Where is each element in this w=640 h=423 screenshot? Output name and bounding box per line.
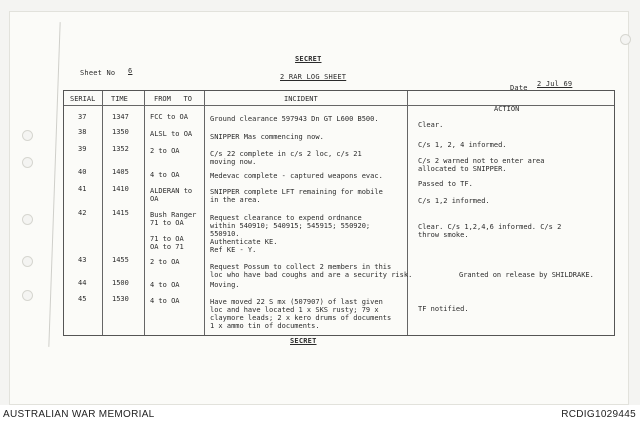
row-time: 1352 <box>112 145 129 153</box>
row-serial: 44 <box>78 279 87 287</box>
row-serial: 43 <box>78 256 87 264</box>
date-label: Date <box>510 84 528 92</box>
row-serial: 39 <box>78 145 87 153</box>
row-time: 1347 <box>112 113 129 121</box>
row-time: 1405 <box>112 168 129 176</box>
row-time: 1500 <box>112 279 129 287</box>
row-from-to: FCC to OA <box>150 113 188 121</box>
row-serial: 41 <box>78 185 87 193</box>
row-incident: Request Possum to collect 2 members in this loc who have bad coughs and are a security risk. <box>210 263 413 279</box>
row-from-to: ALSL to OA <box>150 130 193 138</box>
secret-marking-bottom: SECRET <box>290 337 317 345</box>
punch-hole <box>22 157 33 168</box>
sheet-no-value: 6 <box>128 67 133 75</box>
row-from-to: ALDERAN to OA <box>150 187 193 203</box>
punch-hole <box>22 130 33 141</box>
row-action: C/s 1, 2, 4 informed. <box>418 141 507 149</box>
row-from-to: 2 to OA <box>150 258 180 266</box>
row-incident: Have moved 22 S mx (507907) of last given loc and have located 1 x SKS rusty; 79 x claymore leads; 2 x kero drums of documents 1 x ammo tin of documents. <box>210 298 392 330</box>
col-serial: SERIAL <box>70 95 96 103</box>
row-action: Clear. <box>418 121 444 129</box>
row-time: 1455 <box>112 256 129 264</box>
row-time: 1410 <box>112 185 129 193</box>
col-action: ACTION <box>494 105 520 113</box>
punch-hole <box>22 290 33 301</box>
row-incident: Request clearance to expend ordnance within 540910; 540915; 545915; 550920; 550910. Authenticate KE. Ref KE - Y. <box>210 214 371 254</box>
row-from-to: 4 to OA <box>150 171 180 179</box>
archive-name: AUSTRALIAN WAR MEMORIAL <box>3 409 155 420</box>
punch-hole <box>22 256 33 267</box>
row-time: 1415 <box>112 209 129 217</box>
row-action: C/s 1,2 informed. <box>418 197 490 205</box>
date-value: 2 Jul 69 <box>537 80 573 88</box>
archive-ref: RCDIG1029445 <box>561 409 636 420</box>
row-incident: C/s 22 complete in c/s 2 loc, c/s 21 moving now. <box>210 150 362 166</box>
row-action: C/s 2 warned not to enter area allocated to SNIPPER. <box>418 157 545 173</box>
row-action: Passed to TF. <box>418 180 473 188</box>
row-incident: SNIPPER complete LFT remaining for mobile in the area. <box>210 188 383 204</box>
row-serial: 38 <box>78 128 87 136</box>
punch-hole <box>620 34 631 45</box>
row-action: Clear. C/s 1,2,4,6 informed. C/s 2 throw smoke. <box>418 223 562 239</box>
secret-marking-top: SECRET <box>295 55 322 63</box>
row-from-to: 4 to OA <box>150 297 180 305</box>
col-from-to: FROM TO <box>154 95 192 103</box>
row-incident: SNIPPER Mas commencing now. <box>210 133 324 141</box>
sheet-no-label: Sheet No <box>80 69 116 77</box>
fold-line <box>48 22 60 347</box>
row-serial: 37 <box>78 113 87 121</box>
row-serial: 45 <box>78 295 87 303</box>
row-incident: Ground clearance 597943 Dn GT L600 B500. <box>210 115 379 123</box>
row-incident: Medevac complete - captured weapons evac. <box>210 172 383 180</box>
row-serial: 42 <box>78 209 87 217</box>
log-sheet <box>10 12 628 404</box>
row-from-to: Bush Ranger 71 to OA 71 to OA OA to 71 <box>150 211 197 251</box>
row-incident: Moving. <box>210 281 240 289</box>
log-table <box>63 90 615 336</box>
row-time: 1530 <box>112 295 129 303</box>
row-action: Granted on release by SHILDRAKE. <box>459 271 594 279</box>
punch-hole <box>22 214 33 225</box>
log-title: 2 RAR LOG SHEET <box>280 73 347 81</box>
col-time: TIME <box>111 95 128 103</box>
row-from-to: 4 to OA <box>150 281 180 289</box>
row-from-to: 2 to OA <box>150 147 180 155</box>
row-action: TF notified. <box>418 305 469 313</box>
row-time: 1350 <box>112 128 129 136</box>
row-serial: 40 <box>78 168 87 176</box>
col-incident: INCIDENT <box>284 95 318 103</box>
